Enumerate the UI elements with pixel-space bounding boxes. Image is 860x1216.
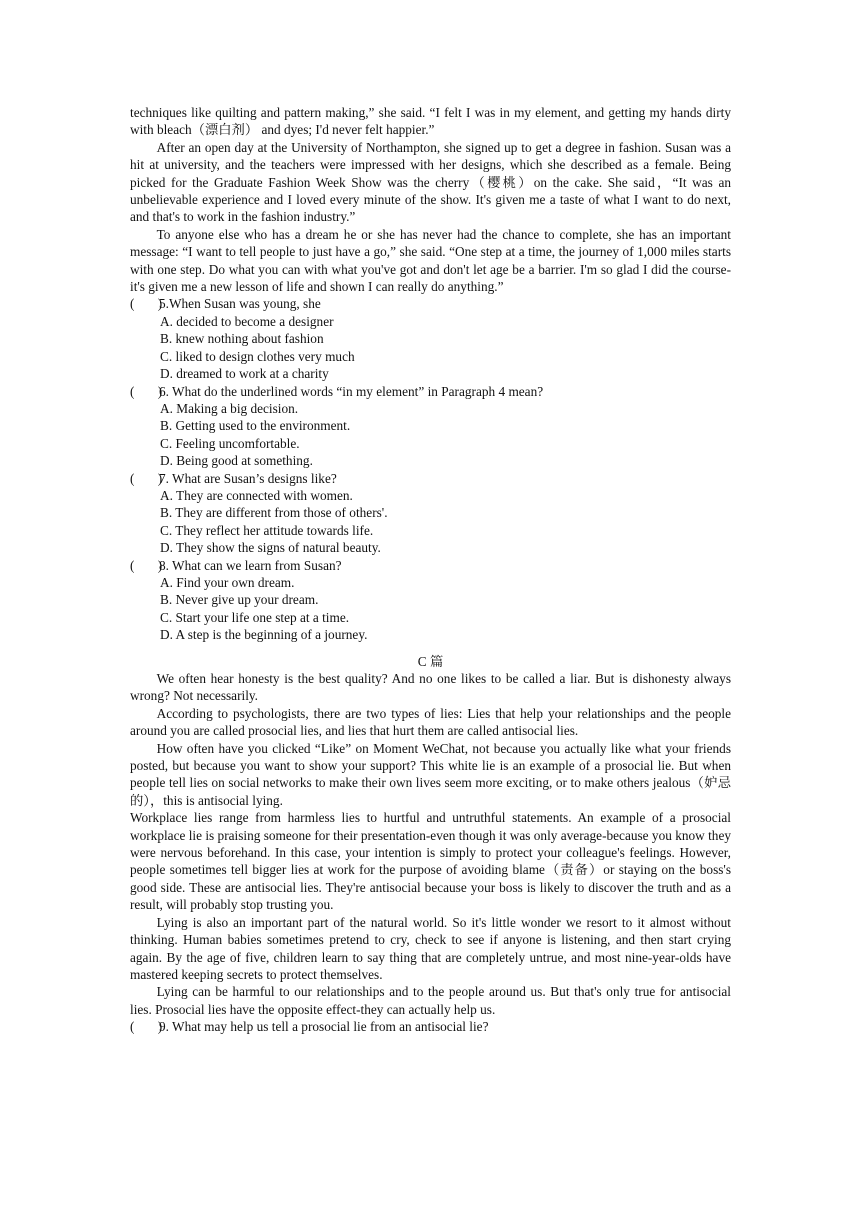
option-a: A. decided to become a designer bbox=[160, 313, 334, 329]
answer-blank: ( ) bbox=[130, 383, 163, 399]
paragraph-b-continued-2: After an open day at the University of Northampton, she signed up to get a degree in fashion. Susan was a hit at university, and the teachers were impressed with her designs, which she described as a female. Being picked for the Graduate Fashion Week Show was the cherry（樱桃）on the cake. She said，“It was an unbelievable experience and I loved every minute of the show. It's given me a taste of what I want to do next, and that's to work in the fashion industry.” bbox=[130, 139, 731, 225]
option-d: D. They show the signs of natural beauty. bbox=[160, 540, 381, 556]
answer-blank: ( ) bbox=[130, 296, 163, 312]
question-9 bbox=[130, 1018, 731, 1035]
question-7 bbox=[130, 470, 731, 557]
paragraph-c-2: According to psychologists, there are two types of lies: Lies that help your relationships and the people around you are called prosocial lies, and lies that hurt them are called antisocial lies. bbox=[130, 705, 731, 739]
option-b: B. They are different from those of others'. bbox=[160, 505, 388, 521]
option-d: D. Being good at something. bbox=[160, 453, 313, 469]
question-stem: 5.When Susan was young, she bbox=[159, 296, 321, 312]
question-stem: 9. What may help us tell a prosocial lie from an antisocial lie? bbox=[159, 1019, 489, 1035]
option-a: A. They are connected with women. bbox=[160, 487, 353, 503]
question-stem: 7. What are Susan’s designs like? bbox=[159, 470, 337, 486]
option-b: B. Getting used to the environment. bbox=[160, 418, 351, 434]
paragraph-c-5: Lying is also an important part of the natural world. So it's little wonder we resort to it almost without thinking. Human babies sometimes pretend to cry, check to see if anyone is listening, and then start crying again. By the age of five, children learn to say thing that are completely untrue, and most nine-year-olds have mastered keeping secrets to protect themselves. bbox=[130, 914, 731, 982]
option-c: C. Feeling uncomfortable. bbox=[160, 435, 300, 451]
option-d: D. A step is the beginning of a journey. bbox=[160, 627, 368, 643]
option-b: B. Never give up your dream. bbox=[160, 592, 319, 608]
option-d: D. dreamed to work at a charity bbox=[160, 366, 329, 382]
option-a: A. Making a big decision. bbox=[160, 400, 299, 416]
question-6 bbox=[130, 383, 731, 470]
paragraph-c-4: Workplace lies range from harmless lies to hurtful and untruthful statements. An example of a prosocial workplace lie is praising someone for their presentation-even though it was only average-because you know they were nervous beforehand. In this case, your intention is simply to protect your colleague's feelings. However, people sometimes tell bigger lies at work for the purpose of avoiding blame（责备）or staying on the boss's good side. These are antisocial lies. They're antisocial because your boss is likely to discover the truth and as a result, will probably stop trusting you. bbox=[130, 810, 731, 913]
option-c: C. Start your life one step at a time. bbox=[160, 609, 350, 625]
option-c: C. liked to design clothes very much bbox=[160, 348, 355, 364]
option-a: A. Find your own dream. bbox=[160, 574, 295, 590]
paragraph-b-continued-1: techniques like quilting and pattern making,” she said. “I felt I was in my element, and getting my hands dirty with bleach（漂白剂） and dyes; I'd never felt happier.” bbox=[130, 105, 731, 138]
question-8 bbox=[130, 557, 731, 644]
option-c: C. They reflect her attitude towards life. bbox=[160, 522, 374, 538]
section-title-c: C 篇 bbox=[417, 653, 444, 669]
answer-blank: ( ) bbox=[130, 1019, 163, 1035]
question-5 bbox=[130, 295, 731, 382]
paragraph-c-1: We often hear honesty is the best quality? And no one likes to be called a liar. But is dishonesty always wrong? Not necessarily. bbox=[130, 671, 731, 704]
document-page bbox=[130, 104, 731, 1036]
question-stem: 8. What can we learn from Susan? bbox=[159, 557, 342, 573]
question-stem: 6. What do the underlined words “in my element” in Paragraph 4 mean? bbox=[159, 383, 544, 399]
paragraph-c-6: Lying can be harmful to our relationships and to the people around us. But that's only true for antisocial lies. Prosocial lies have the opposite effect-they can actually help us. bbox=[130, 984, 731, 1017]
answer-blank: ( ) bbox=[130, 557, 163, 573]
answer-blank: ( ) bbox=[130, 470, 163, 486]
paragraph-c-3: How often have you clicked “Like” on Moment WeChat, not because you actually like what your friends posted, but because you want to show your support? This white lie is an example of a prosocial lie. But when people tell lies on social networks to make their own lives seem more exciting, or to make others jealous（妒忌的），this is antisocial lying. bbox=[130, 740, 731, 808]
option-b: B. knew nothing about fashion bbox=[160, 331, 324, 347]
paragraph-b-continued-3: To anyone else who has a dream he or she has never had the chance to complete, she has an important message: “I want to tell people to just have a go,” she said. “One step at a time, the journey of 1,000 miles starts with one step. Do what you can with what you've got and don't let age be a barrier. I'm so glad I did the course-it's given me a new lesson of life and shown I can really do anything.” bbox=[130, 226, 731, 295]
